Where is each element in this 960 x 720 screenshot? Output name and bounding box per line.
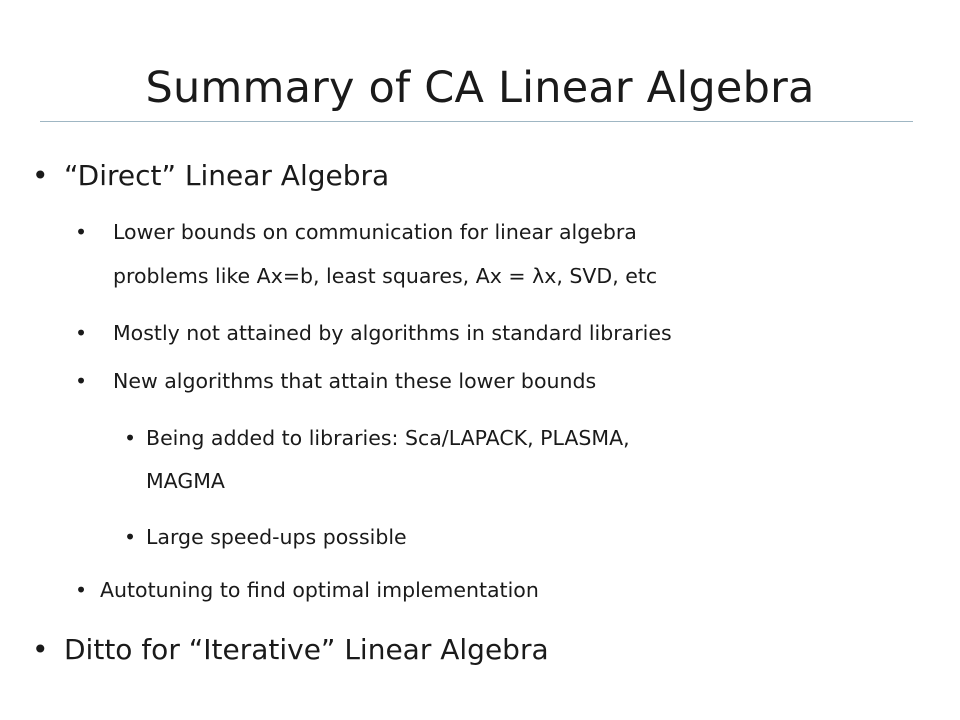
bullet-text: problems like Ax=b, least squares, Ax = λx, SVD, etc xyxy=(113,264,658,288)
bullet-dot: • xyxy=(32,159,49,192)
bullet-text: New algorithms that attain these lower bounds xyxy=(113,369,597,393)
bullet-dot: • xyxy=(75,369,88,393)
bullet-dot: • xyxy=(75,578,88,602)
bullet-dot: • xyxy=(75,220,88,244)
bullet-dot: • xyxy=(32,633,49,666)
bullet-text: Autotuning to find optimal implementation xyxy=(100,578,539,602)
bullet-text: Large speed-ups possible xyxy=(146,525,407,549)
bullet-text: Mostly not attained by algorithms in standard libraries xyxy=(113,321,672,345)
bullet-being-added-continuation xyxy=(146,468,225,495)
bullet-text: Lower bounds on communication for linear algebra xyxy=(113,220,637,244)
bullet-text: Being added to libraries: Sca/LAPACK, PLASMA, xyxy=(146,426,630,450)
bullet-lower-bounds-continuation xyxy=(113,263,657,290)
bullet-dot: • xyxy=(124,525,137,549)
bullet-dot: • xyxy=(75,321,88,345)
bullet-text: “Direct” Linear Algebra xyxy=(64,159,390,192)
bullet-dot: • xyxy=(124,426,137,450)
slide-title: Summary of CA Linear Algebra xyxy=(145,63,815,113)
bullet-text: MAGMA xyxy=(146,469,225,493)
title-divider xyxy=(40,121,913,122)
bullet-text: Ditto for “Iterative” Linear Algebra xyxy=(64,633,549,666)
